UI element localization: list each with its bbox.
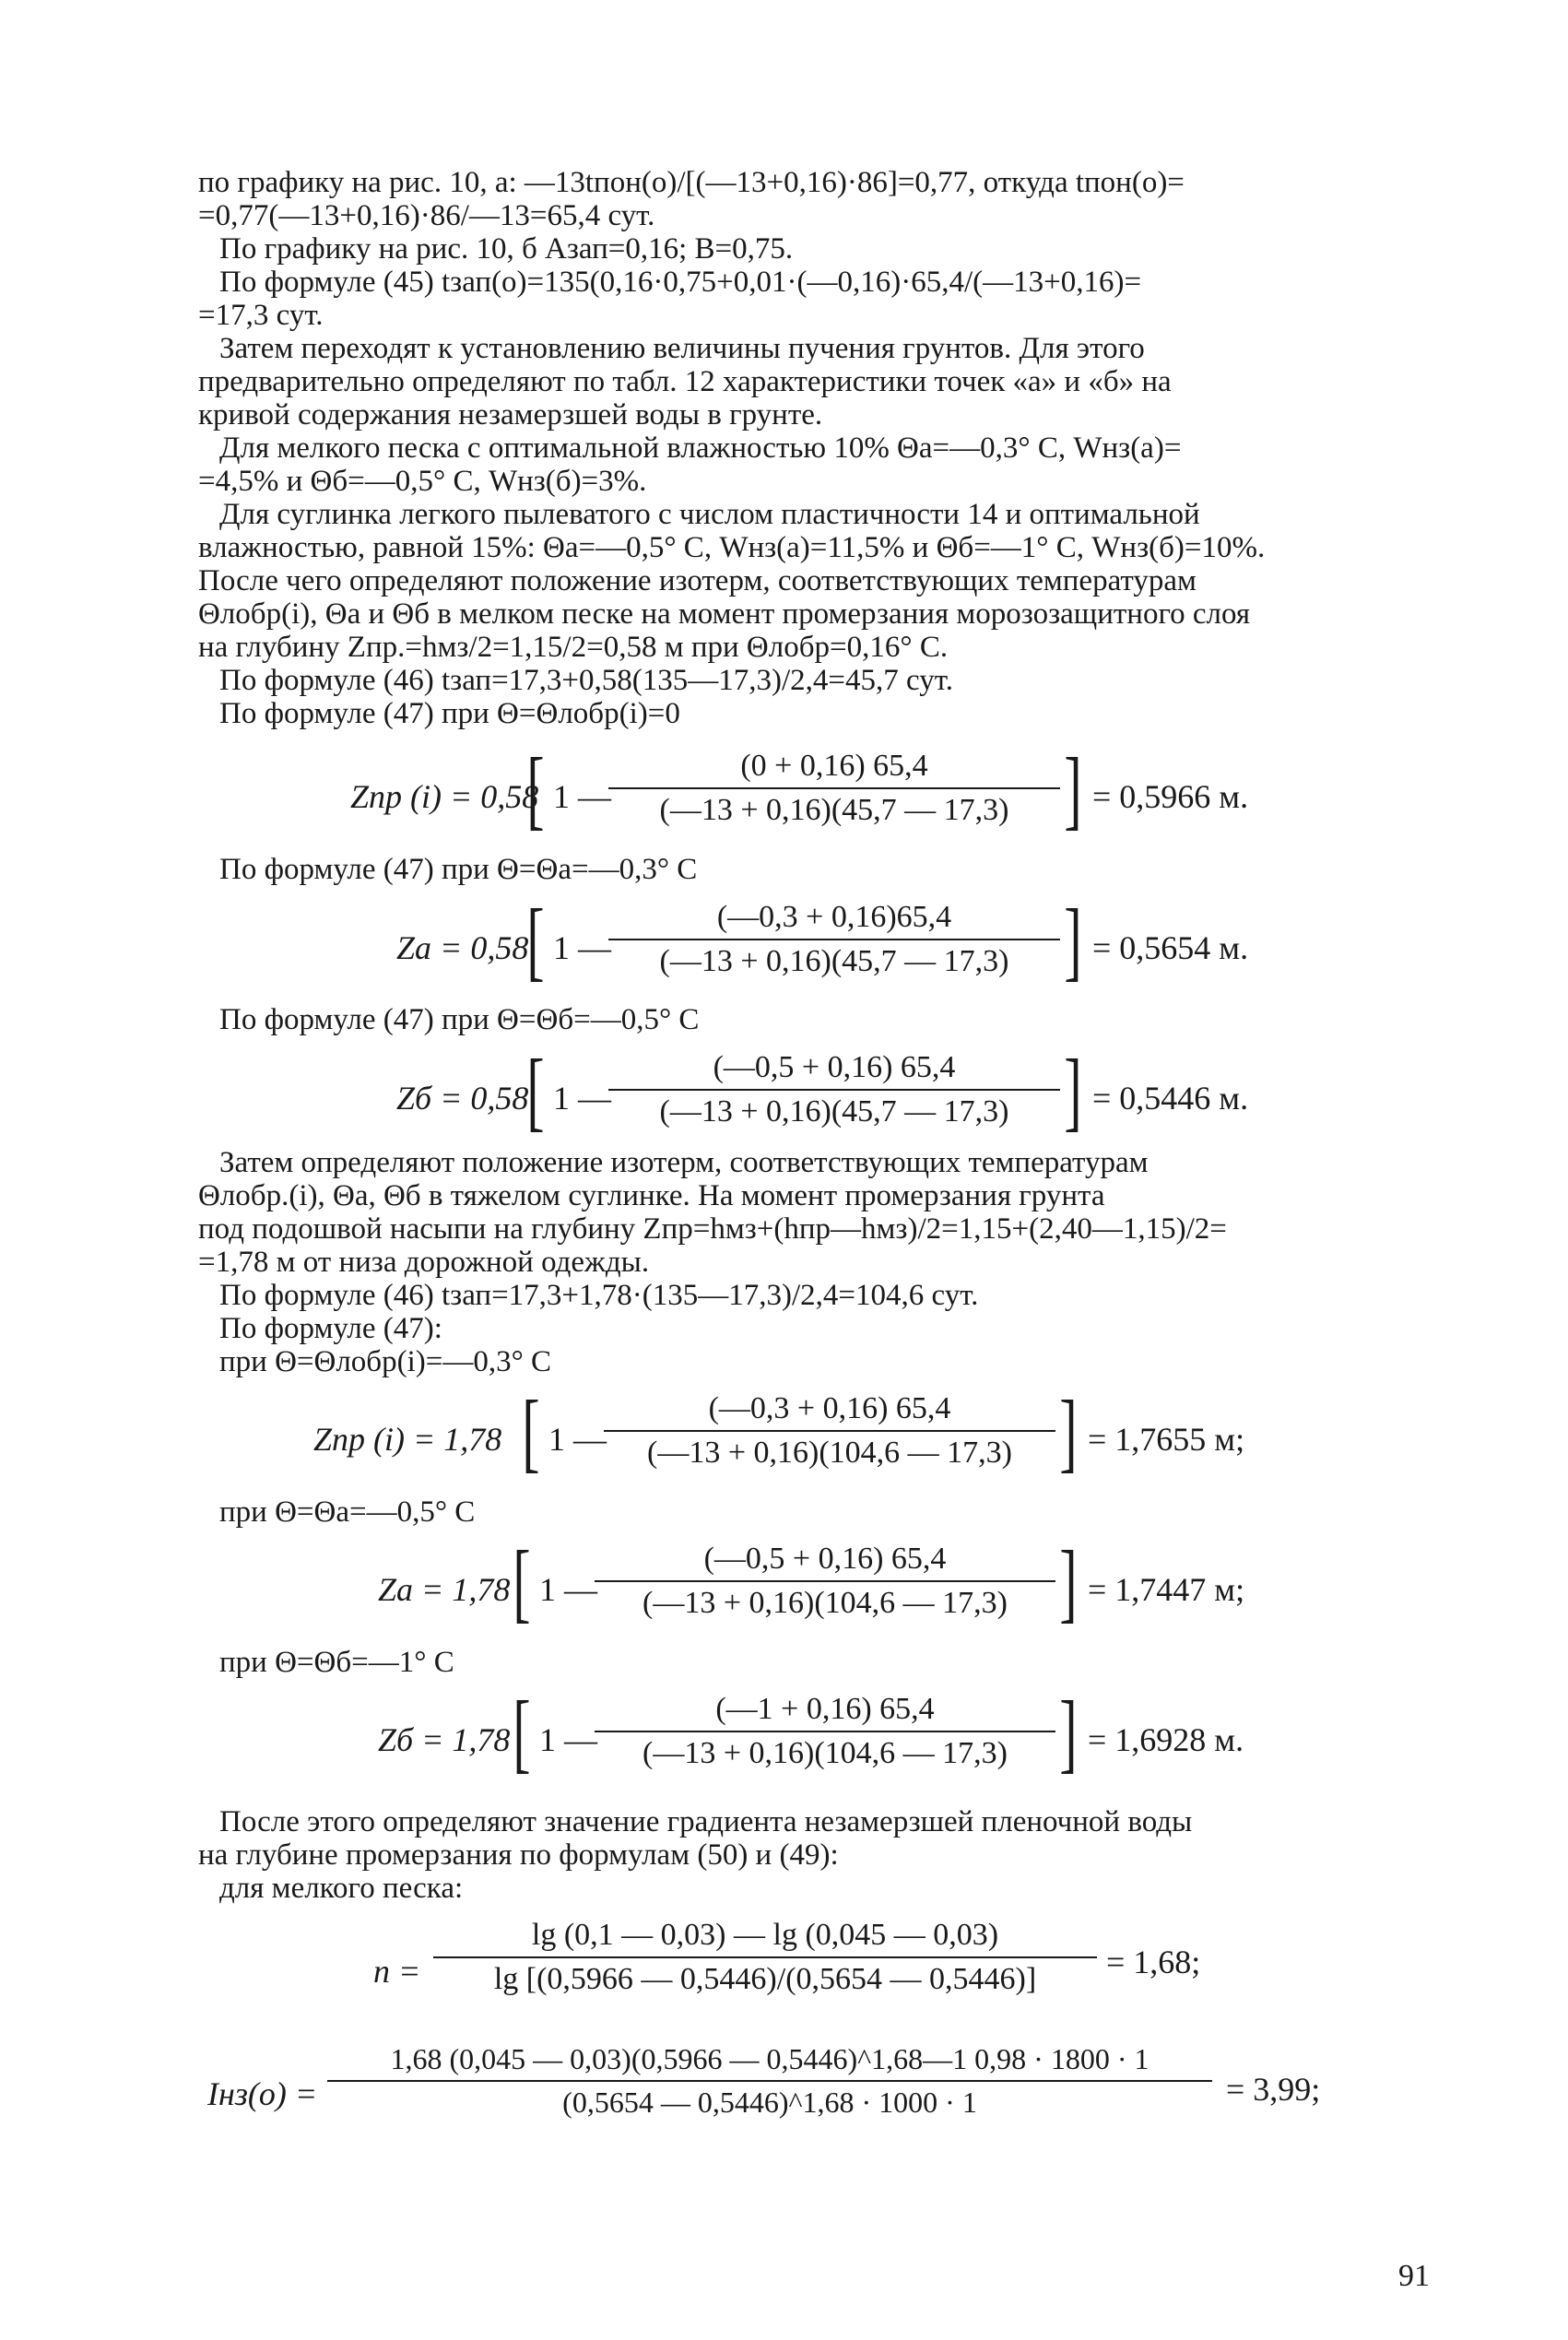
- text-line: =4,5% и Θб=—0,5° С, Wнз(б)=3%.: [198, 465, 647, 498]
- text-line: После этого определяют значение градиента незамерзшей пленочной воды: [219, 1805, 1193, 1838]
- equation-lhs: Zа = 1,78: [378, 1571, 511, 1608]
- equation-fraction: [595, 1542, 1055, 1621]
- text-line: =0,77(—13+0,16)·86/—13=65,4 сут.: [198, 199, 655, 232]
- text-line: кривой содержания незамерзшей воды в грунте.: [198, 398, 823, 431]
- equation-lhs: Iнз(о) =: [207, 2075, 318, 2112]
- equation-fraction: [327, 2042, 1212, 2120]
- equation-result: = 0,5966 м.: [1092, 778, 1249, 815]
- text-line: После чего определяют положение изотерм, соответствующих температурам: [198, 564, 1197, 597]
- fraction-denominator: (—13 + 0,16)(45,7 — 17,3): [608, 1089, 1060, 1129]
- text-line: для мелкого песка:: [219, 1872, 464, 1905]
- text-line: Затем определяют положение изотерм, соответствующих температурам: [219, 1146, 1149, 1179]
- equation-result: = 3,99;: [1226, 2071, 1321, 2108]
- bracket-right: ]: [1059, 1532, 1078, 1631]
- text-line: на глубине промерзания по формулам (50) и (49):: [198, 1838, 839, 1872]
- fraction-denominator: (—13 + 0,16)(45,7 — 17,3): [608, 787, 1060, 828]
- equation-lhs: Zпр (i) = 1,78: [313, 1421, 502, 1458]
- equation-lhs: Zпр (i) = 0,58: [350, 778, 539, 815]
- text-line: =1,78 м от низа дорожной одежды.: [198, 1246, 650, 1279]
- text-line: при Θ=Θлобр(i)=—0,3° С: [219, 1345, 552, 1378]
- text-line: по графику на рис. 10, а: —13tпон(о)/[(—13+0,16)·86]=0,77, откуда tпон(о)=: [198, 166, 1185, 199]
- equation-fraction: [608, 1050, 1060, 1129]
- text-line: По графику на рис. 10, б Азап=0,16; В=0,75.: [219, 232, 794, 266]
- text-line: По формуле (47) при Θ=Θлобр(i)=0: [219, 697, 680, 730]
- fraction-denominator: (—13 + 0,16)(45,7 — 17,3): [608, 939, 1060, 979]
- equation-lhs: Zа = 0,58: [396, 929, 529, 966]
- equation-result: = 0,5654 м.: [1092, 929, 1249, 966]
- equation-result: = 1,6928 м.: [1088, 1721, 1244, 1758]
- equation-lhs: n =: [373, 1953, 421, 1990]
- equation-fraction: [604, 1391, 1055, 1471]
- text-line: Для мелкого песка с оптимальной влажностью 10% Θа=—0,3° С, Wнз(а)=: [219, 431, 1182, 465]
- bracket-left: [: [526, 739, 545, 838]
- text-line: По формуле (45) tзап(о)=135(0,16·0,75+0,01·(—0,16)·65,4/(—13+0,16)=: [219, 266, 1142, 299]
- text-line: По формуле (47):: [219, 1312, 442, 1345]
- text-line: Затем переходят к установлению величины пучения грунтов. Для этого: [219, 332, 1145, 365]
- equation-lhs: Zб = 0,58: [396, 1080, 529, 1117]
- bracket-right: ]: [1064, 739, 1082, 838]
- text-line: при Θ=Θа=—0,5° С: [219, 1495, 476, 1529]
- fraction-denominator: lg [(0,5966 — 0,5446)/(0,5654 — 0,5446)]: [433, 1956, 1097, 1997]
- text-line: под подошвой насыпи на глубину Zпр=hмз+(hпр—hмз)/2=1,15+(2,40—1,15)/2=: [198, 1212, 1227, 1246]
- bracket-right: ]: [1064, 1041, 1082, 1140]
- equation-result: = 1,7655 м;: [1088, 1421, 1245, 1458]
- equation-lhs: Zб = 1,78: [378, 1721, 511, 1758]
- equation-one: 1 —: [553, 1080, 611, 1117]
- text-line: предварительно определяют по табл. 12 характеристики точек «а» и «б» на: [198, 365, 1172, 398]
- equation-result: = 1,7447 м;: [1088, 1571, 1245, 1608]
- fraction-denominator: (—13 + 0,16)(104,6 — 17,3): [595, 1580, 1055, 1621]
- equation-result: = 1,68;: [1106, 1944, 1201, 1980]
- bracket-right: ]: [1059, 1683, 1078, 1781]
- text-line: По формуле (46) tзап=17,3+1,78·(135—17,3)/2,4=104,6 сут.: [219, 1279, 979, 1312]
- bracket-left: [: [513, 1683, 531, 1781]
- fraction-numerator: (—1 + 0,16) 65,4: [715, 1692, 935, 1726]
- fraction-numerator: (—0,3 + 0,16) 65,4: [708, 1391, 951, 1425]
- equation-fraction: [595, 1692, 1055, 1771]
- equation-result: = 0,5446 м.: [1092, 1080, 1249, 1117]
- equation-one: 1 —: [539, 1721, 597, 1758]
- text-line: при Θ=Θб=—1° С: [219, 1646, 454, 1679]
- equation-one: 1 —: [539, 1571, 597, 1608]
- text-line: Θлобр(i), Θа и Θб в мелком песке на момент промерзания морозозащитного слоя: [198, 597, 1251, 631]
- fraction-denominator: (0,5654 — 0,5446)^1,68 · 1000 · 1: [327, 2080, 1212, 2120]
- bracket-right: ]: [1059, 1382, 1078, 1481]
- text-line: Для суглинка легкого пылеватого с числом пластичности 14 и оптимальной: [219, 498, 1200, 531]
- fraction-denominator: (—13 + 0,16)(104,6 — 17,3): [595, 1731, 1055, 1771]
- text-line: =17,3 сут.: [198, 299, 324, 332]
- bracket-left: [: [513, 1532, 531, 1631]
- bracket-right: ]: [1064, 891, 1082, 989]
- page-number: 91: [1398, 2259, 1430, 2293]
- text-line: По формуле (46) tзап=17,3+0,58(135—17,3)/2,4=45,7 сут.: [219, 664, 953, 697]
- text-line: По формуле (47) при Θ=Θа=—0,3° С: [219, 853, 698, 886]
- equation-fraction: [608, 900, 1060, 979]
- bracket-left: [: [522, 1382, 540, 1481]
- fraction-numerator: (—0,5 + 0,16) 65,4: [703, 1542, 947, 1576]
- fraction-numerator: (0 + 0,16) 65,4: [740, 749, 928, 783]
- equation-one: 1 —: [548, 1421, 607, 1458]
- fraction-numerator: lg (0,1 — 0,03) — lg (0,045 — 0,03): [531, 1918, 999, 1952]
- bracket-left: [: [526, 891, 545, 989]
- fraction-denominator: (—13 + 0,16)(104,6 — 17,3): [604, 1430, 1055, 1471]
- text-line: на глубину Zпр.=hмз/2=1,15/2=0,58 м при Θлобр=0,16° С.: [198, 631, 949, 664]
- fraction-numerator: (—0,5 + 0,16) 65,4: [713, 1050, 956, 1084]
- text-line: Θлобр.(i), Θа, Θб в тяжелом суглинке. На момент промерзания грунта: [198, 1179, 1105, 1212]
- equation-one: 1 —: [553, 929, 611, 966]
- fraction-numerator: (—0,3 + 0,16)65,4: [716, 900, 952, 934]
- equation-fraction: [433, 1918, 1097, 1997]
- bracket-left: [: [526, 1041, 545, 1140]
- text-line: По формуле (47) при Θ=Θб=—0,5° С: [219, 1003, 700, 1036]
- equation-one: 1 —: [553, 778, 611, 815]
- equation-fraction: [608, 749, 1060, 828]
- fraction-numerator: 1,68 (0,045 — 0,03)(0,5966 — 0,5446)^1,68—1 0,98 · 1800 · 1: [390, 2042, 1149, 2075]
- text-line: влажностью, равной 15%: Θа=—0,5° С, Wнз(а)=11,5% и Θб=—1° С, Wнз(б)=10%.: [198, 531, 1266, 564]
